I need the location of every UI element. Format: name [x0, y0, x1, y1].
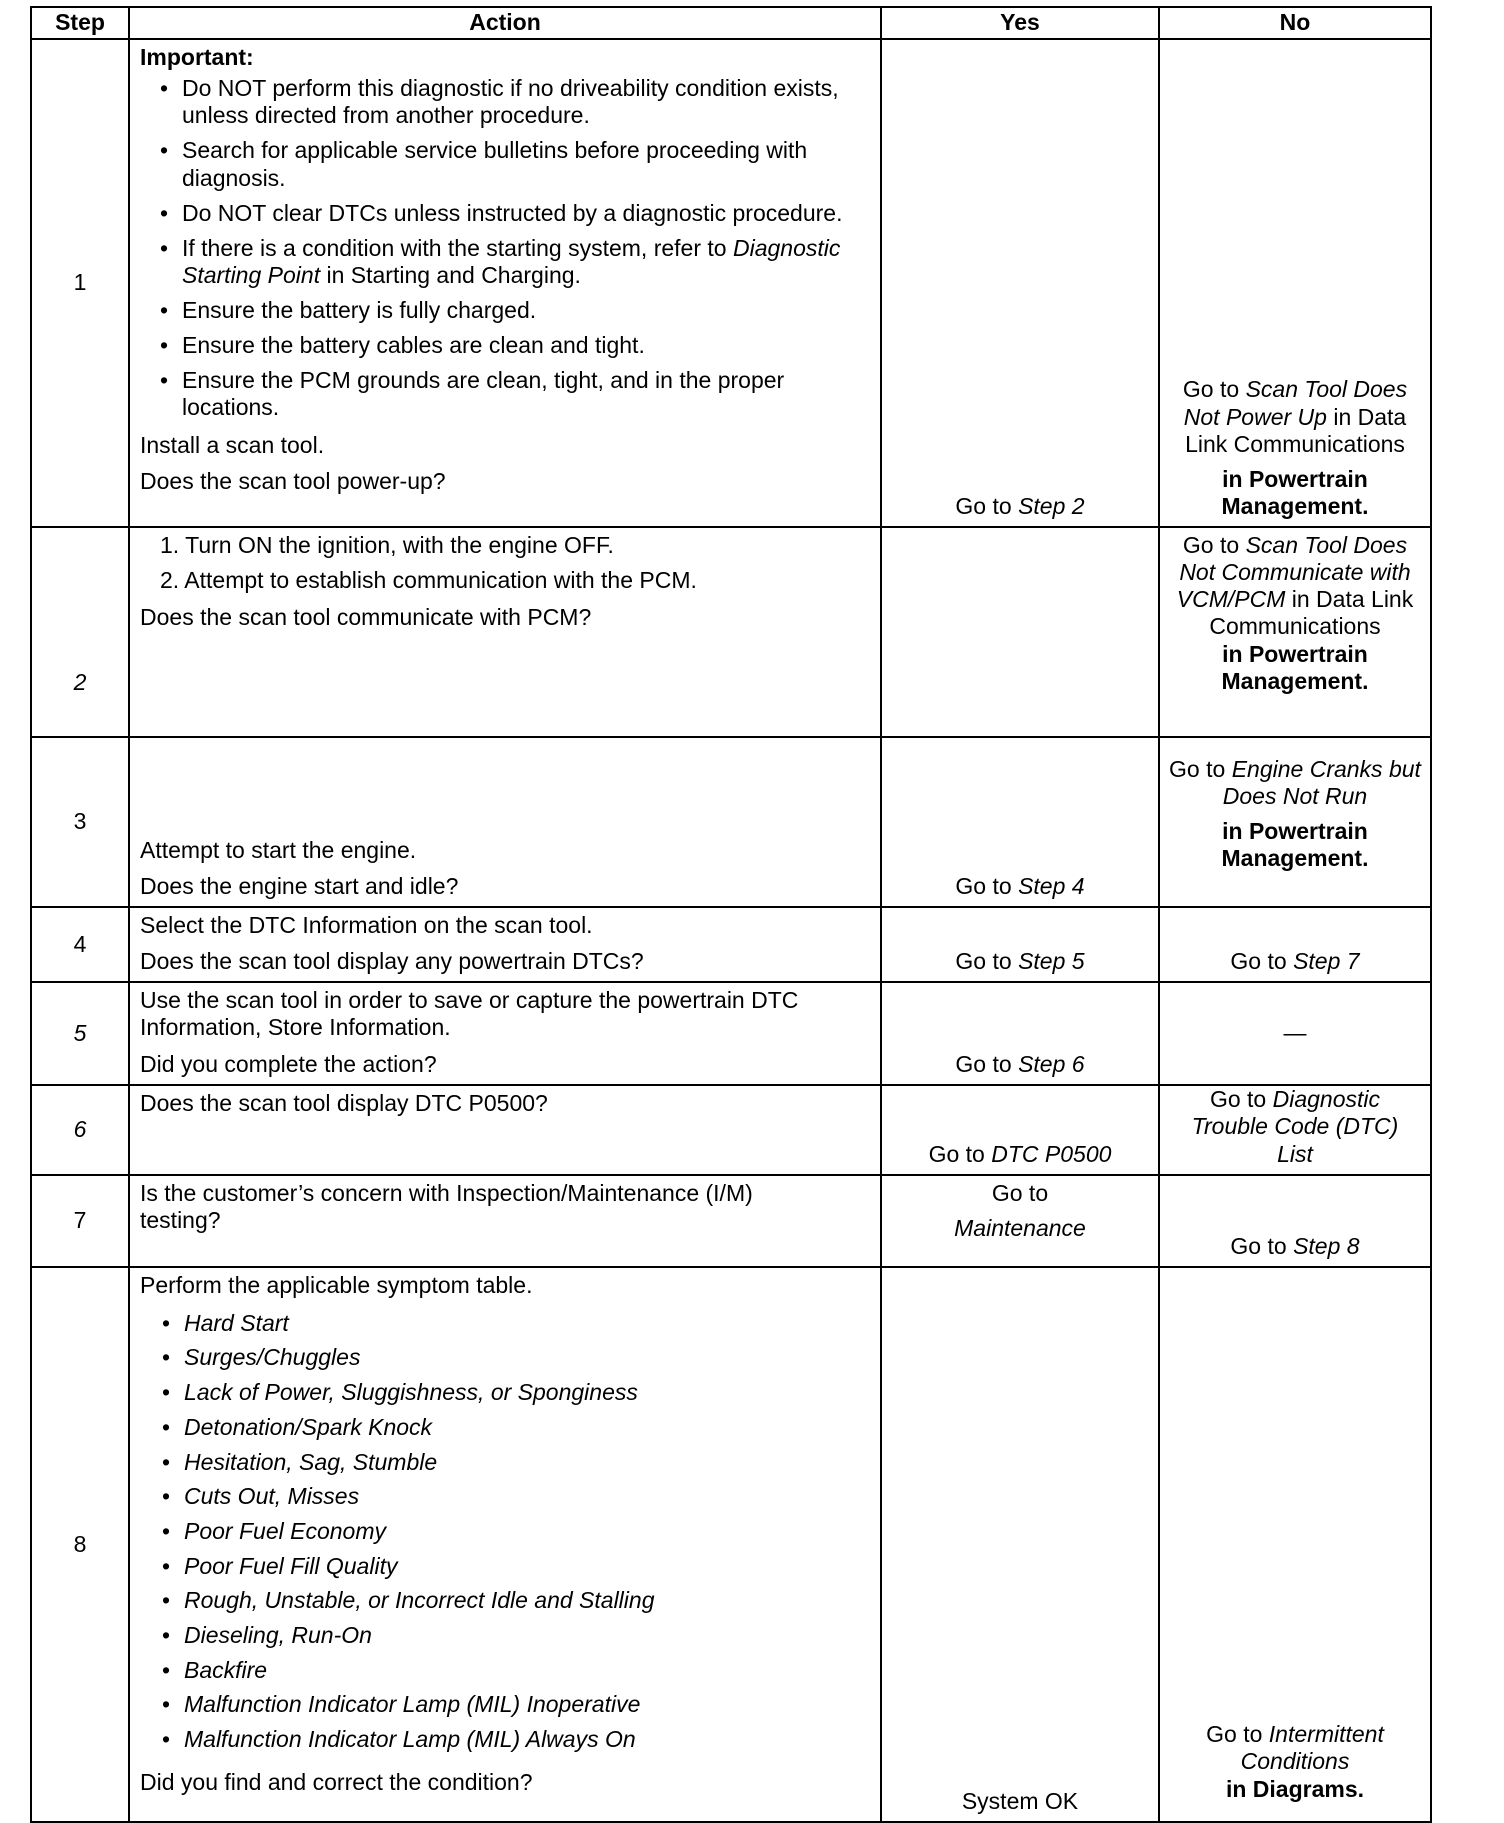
list-item: • Backfire — [162, 1657, 874, 1692]
list-item: • Poor Fuel Fill Quality — [162, 1553, 874, 1588]
step-number: 2 — [31, 527, 129, 737]
list-item: • Surges/Chuggles — [162, 1344, 874, 1379]
yes-cell: Go to Step 2 — [881, 39, 1159, 527]
table-row — [31, 527, 1431, 737]
question-text: Does the scan tool display any powertrain DTCs? — [140, 948, 644, 975]
step-number: 4 — [31, 907, 129, 982]
question-text: Is the customer’s concern with Inspection/Maintenance (I/M) testing? — [140, 1179, 753, 1233]
table-row — [31, 39, 1431, 527]
question-text: Did you complete the action? — [140, 1050, 437, 1077]
step-link: Step 6 — [1018, 1050, 1085, 1077]
no-cell — [1159, 982, 1431, 1084]
numbered-list — [140, 532, 874, 594]
action-cell — [129, 907, 881, 982]
reference-link: Scan Tool Does Not Communicate with VCM/PCM — [1176, 532, 1411, 613]
table-row — [31, 1175, 1431, 1267]
no-cell: Go to Scan Tool Does Not Communicate with VCM/PCM in Data Link Communications in Powertrain Management. — [1159, 527, 1431, 737]
yes-cell: Go to Step 5 — [881, 907, 1159, 982]
list-item: • Malfunction Indicator Lamp (MIL) Inoperative — [162, 1691, 874, 1726]
step-link: Step 5 — [1018, 948, 1085, 975]
list-item: • Lack of Power, Sluggishness, or Sponginess — [162, 1379, 874, 1414]
list-item: • Do NOT perform this diagnostic if no driveability condition exists, unless directed from another procedure. — [160, 75, 874, 129]
reference-link: Diagnostic Trouble Code (DTC) List — [1191, 1086, 1399, 1167]
list-item: • If there is a condition with the starting system, refer to Diagnostic Starting Point in Starting and Charging. — [160, 235, 874, 289]
header-no: No — [1159, 7, 1431, 39]
instruction-text: Attempt to start the engine. — [140, 836, 417, 863]
step-number: 8 — [31, 1267, 129, 1822]
yes-cell: Go to Step 4 — [881, 737, 1159, 907]
reference-link: Maintenance — [954, 1214, 1086, 1241]
reference-link: Diagnostic Starting Point — [182, 234, 841, 288]
list-item: 1. Turn ON the ignition, with the engine OFF. — [160, 532, 614, 558]
list-item: 2. Attempt to establish communication with the PCM. — [160, 567, 697, 594]
list-item: • Rough, Unstable, or Incorrect Idle and Stalling — [162, 1587, 874, 1622]
no-cell: Go to Intermittent Conditions in Diagrams. — [1159, 1267, 1431, 1822]
diagnostic-table — [30, 6, 1432, 1823]
step-number: 6 — [31, 1085, 129, 1175]
yes-cell — [881, 527, 1159, 737]
header-step: Step — [31, 7, 129, 39]
question-text: Does the engine start and idle? — [140, 872, 459, 899]
action-cell — [129, 1175, 881, 1267]
no-action-dash: — — [1283, 1019, 1307, 1046]
table-row — [31, 737, 1431, 907]
yes-cell — [881, 1267, 1159, 1822]
instruction-text: Select the DTC Information on the scan tool. — [140, 912, 593, 938]
step-link: Step 4 — [1018, 872, 1085, 899]
reference-link: Scan Tool Does Not Power Up — [1183, 376, 1408, 430]
question-text: Does the scan tool power-up? — [140, 467, 446, 494]
important-label: Important: — [140, 44, 254, 70]
reference-link: DTC P0500 — [991, 1140, 1112, 1167]
step-link: Step 2 — [1018, 492, 1085, 519]
instruction-text: Perform the applicable symptom table. — [140, 1271, 533, 1298]
symptom-list — [140, 1310, 874, 1761]
action-cell — [129, 1267, 881, 1822]
step-number: 7 — [31, 1175, 129, 1267]
list-item: • Ensure the PCM grounds are clean, tight, and in the proper locations. — [160, 367, 874, 421]
system-ok-text: System OK — [961, 1787, 1079, 1814]
list-item: • Ensure the battery cables are clean and tight. — [160, 332, 874, 359]
action-cell — [129, 1085, 881, 1175]
no-cell: Go to Engine Cranks but Does Not Run in Powertrain Management. — [1159, 737, 1431, 907]
instruction-text: Use the scan tool in order to save or capture the powertrain DTC Information, Store Information. — [140, 987, 799, 1041]
yes-cell: Go to Maintenance — [881, 1175, 1159, 1267]
question-text: Does the scan tool display DTC P0500? — [140, 1089, 548, 1116]
question-text: Does the scan tool communicate with PCM? — [140, 604, 592, 631]
list-item: • Malfunction Indicator Lamp (MIL) Always On — [162, 1726, 874, 1761]
step-link: Step 7 — [1293, 948, 1360, 975]
table-row — [31, 907, 1431, 982]
no-cell: Go to Diagnostic Trouble Code (DTC) List — [1159, 1085, 1431, 1175]
list-item: • Do NOT clear DTCs unless instructed by a diagnostic procedure. — [160, 200, 874, 227]
action-cell — [129, 39, 881, 527]
step-number: 5 — [31, 982, 129, 1084]
no-cell: Go to Step 7 — [1159, 907, 1431, 982]
header-action: Action — [129, 7, 881, 39]
table-row — [31, 1267, 1431, 1822]
header-row — [31, 7, 1431, 39]
instruction-text: Install a scan tool. — [140, 431, 325, 458]
header-yes: Yes — [881, 7, 1159, 39]
yes-cell: Go to DTC P0500 — [881, 1085, 1159, 1175]
list-item: • Hesitation, Sag, Stumble — [162, 1449, 874, 1484]
list-item: • Detonation/Spark Knock — [162, 1414, 874, 1449]
no-cell: Go to Step 8 — [1159, 1175, 1431, 1267]
reference-link: Intermittent Conditions — [1240, 1721, 1384, 1775]
question-text: Did you find and correct the condition? — [140, 1768, 533, 1795]
bullet-list — [140, 75, 874, 421]
list-item: • Hard Start — [162, 1310, 874, 1345]
yes-cell: Go to Step 6 — [881, 982, 1159, 1084]
table-row — [31, 1085, 1431, 1175]
action-cell — [129, 737, 881, 907]
step-link: Step 8 — [1293, 1232, 1360, 1259]
list-item: • Dieseling, Run-On — [162, 1622, 874, 1657]
list-item: • Search for applicable service bulletins before proceeding with diagnosis. — [160, 137, 874, 191]
table-row — [31, 982, 1431, 1084]
list-item: • Cuts Out, Misses — [162, 1483, 874, 1518]
step-number: 3 — [31, 737, 129, 907]
action-cell — [129, 527, 881, 737]
list-item: • Ensure the battery is fully charged. — [160, 297, 874, 324]
reference-link: Engine Cranks but Does Not Run — [1222, 756, 1421, 810]
action-cell — [129, 982, 881, 1084]
step-number: 1 — [31, 39, 129, 527]
no-cell: Go to Scan Tool Does Not Power Up in Data Link Communications in Powertrain Management. — [1159, 39, 1431, 527]
list-item: • Poor Fuel Economy — [162, 1518, 874, 1553]
